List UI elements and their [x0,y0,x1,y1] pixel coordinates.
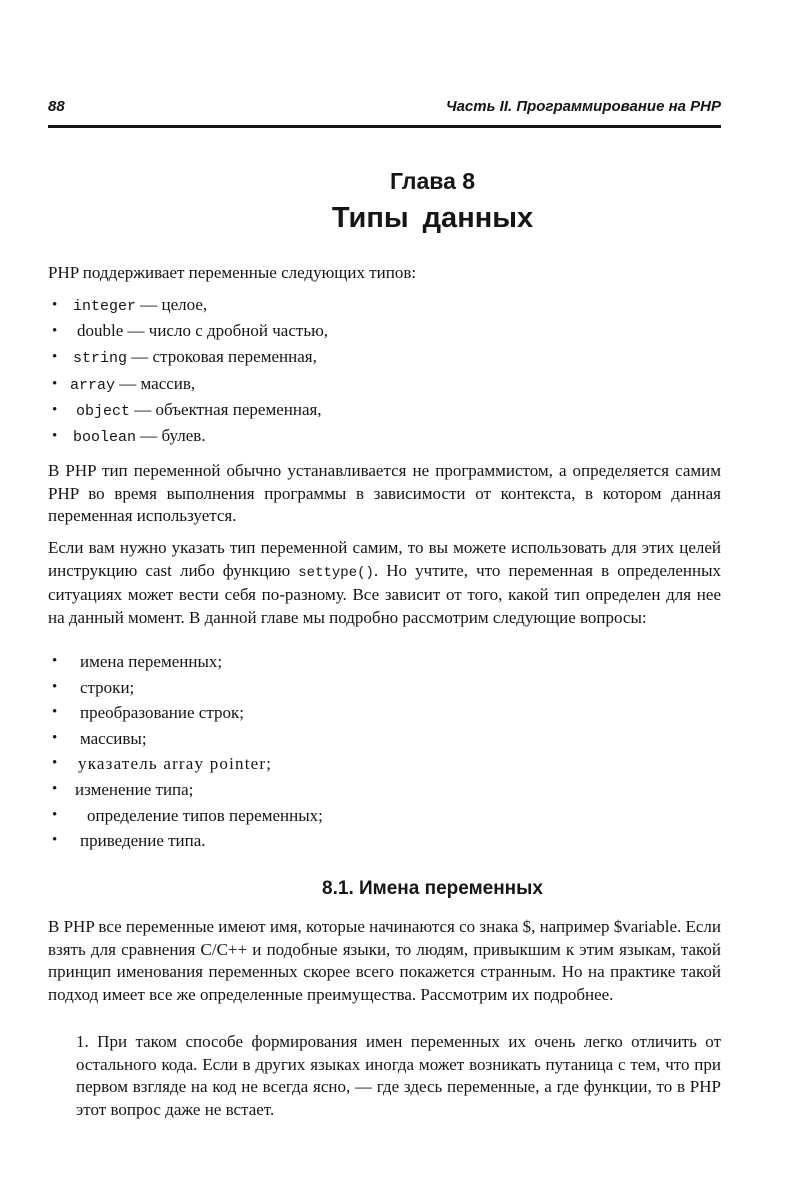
part-title: Часть II. Программирование на PHP [445,98,721,115]
body-paragraph: В PHP тип переменной обычно устанавливается не программистом, а определяется самим PHP во время выполнения программы в зависимости от контекста, в котором данная переменная используется. [48,461,721,525]
type-description: — число с дробной частью, [123,321,329,341]
list-item [48,700,721,726]
topic-label: массивы; [80,728,147,748]
list-item [48,649,721,675]
list-item [48,751,721,777]
body-paragraph: В PHP все переменные имеют имя, которые начинаются со знака $, например $variable. Если взять для сравнения C/C++ и подобные языки, то людям, привыкшим к этим языкам, такой принцип именования переменных скорее всего покажется странным. Но на практике такой подход имеет все же определенные преимущества. Рассмотрим их подробнее. [48,917,721,1004]
bullet-icon: • [52,323,58,340]
bullet-icon: • [52,678,58,695]
type-code: boolean [73,428,137,446]
running-header [48,96,721,120]
type-description: — объектная переменная, [130,399,322,419]
chapter-title: Типы данных [331,202,534,234]
list-item [48,828,721,854]
bullet-icon: • [52,401,58,418]
bullet-icon: • [52,349,58,366]
paragraph-text: . Но учтите, что переменная в определенных ситуациях может вести себя по-разному. Все зависит от того, какой тип определен для нее на данный момент. В данной главе мы подробно рассмотрим следующие вопросы: [48,560,722,627]
list-item [48,803,721,829]
inline-code: settype() [298,564,374,581]
header-rule [48,125,721,128]
list-item [48,675,721,701]
bullet-icon: • [52,729,58,746]
type-code: double [77,321,124,341]
paragraph-text: Если вам нужно указать тип переменной самим, то вы можете использовать для этих целей инструкцию cast либо функцию [48,538,721,580]
list-item [48,318,721,344]
list-item [48,397,721,423]
topics-list [48,649,721,854]
topic-label: изменение типа; [75,779,194,799]
bullet-icon: • [52,375,58,392]
topic-label: определение типов переменных; [87,805,323,825]
bullet-icon: • [52,755,59,772]
type-code: object [76,402,131,420]
topic-label: приведение типа. [80,831,206,851]
type-description: — булев. [136,425,206,445]
list-item [48,371,721,397]
type-description: — массив, [115,373,196,393]
list-item [48,726,721,752]
list-item [48,292,721,318]
bullet-icon: • [52,653,58,669]
bullet-icon: • [52,427,58,444]
type-code: string [73,350,128,368]
bullet-icon: • [52,297,58,313]
bullet-icon: • [52,806,58,823]
bullet-icon: • [52,832,58,849]
topic-label: строки; [80,677,135,697]
list-item [48,777,721,803]
types-list [48,292,721,449]
page-number: 88 [48,98,65,115]
topic-label: указатель array pointer; [78,754,273,774]
type-description: — целое, [136,295,208,314]
topic-label: имена переменных; [80,652,223,671]
topic-label: преобразование строк; [80,703,244,723]
intro-paragraph: PHP поддерживает переменные следующих типов: [48,263,417,282]
bullet-icon: • [52,780,58,797]
type-description: — строковая переменная, [127,347,317,367]
list-item [48,344,721,370]
type-code: integer [73,298,137,315]
list-item [48,423,721,449]
type-code: array [70,376,116,394]
bullet-icon: • [52,704,58,721]
body-paragraph [48,537,721,629]
chapter-label: Глава 8 [389,168,476,194]
numbered-item: 1. При таком способе формирования имен переменных их очень легко отличить от остального кода. Если в других языках иногда может возникать путаница с тем, что при первом взгляде на код не всегда ясно, — где здесь переменные, а где функции, то в PHP этот вопрос даже не встает. [76,1032,721,1119]
section-heading: 8.1. Имена переменных [322,878,543,899]
